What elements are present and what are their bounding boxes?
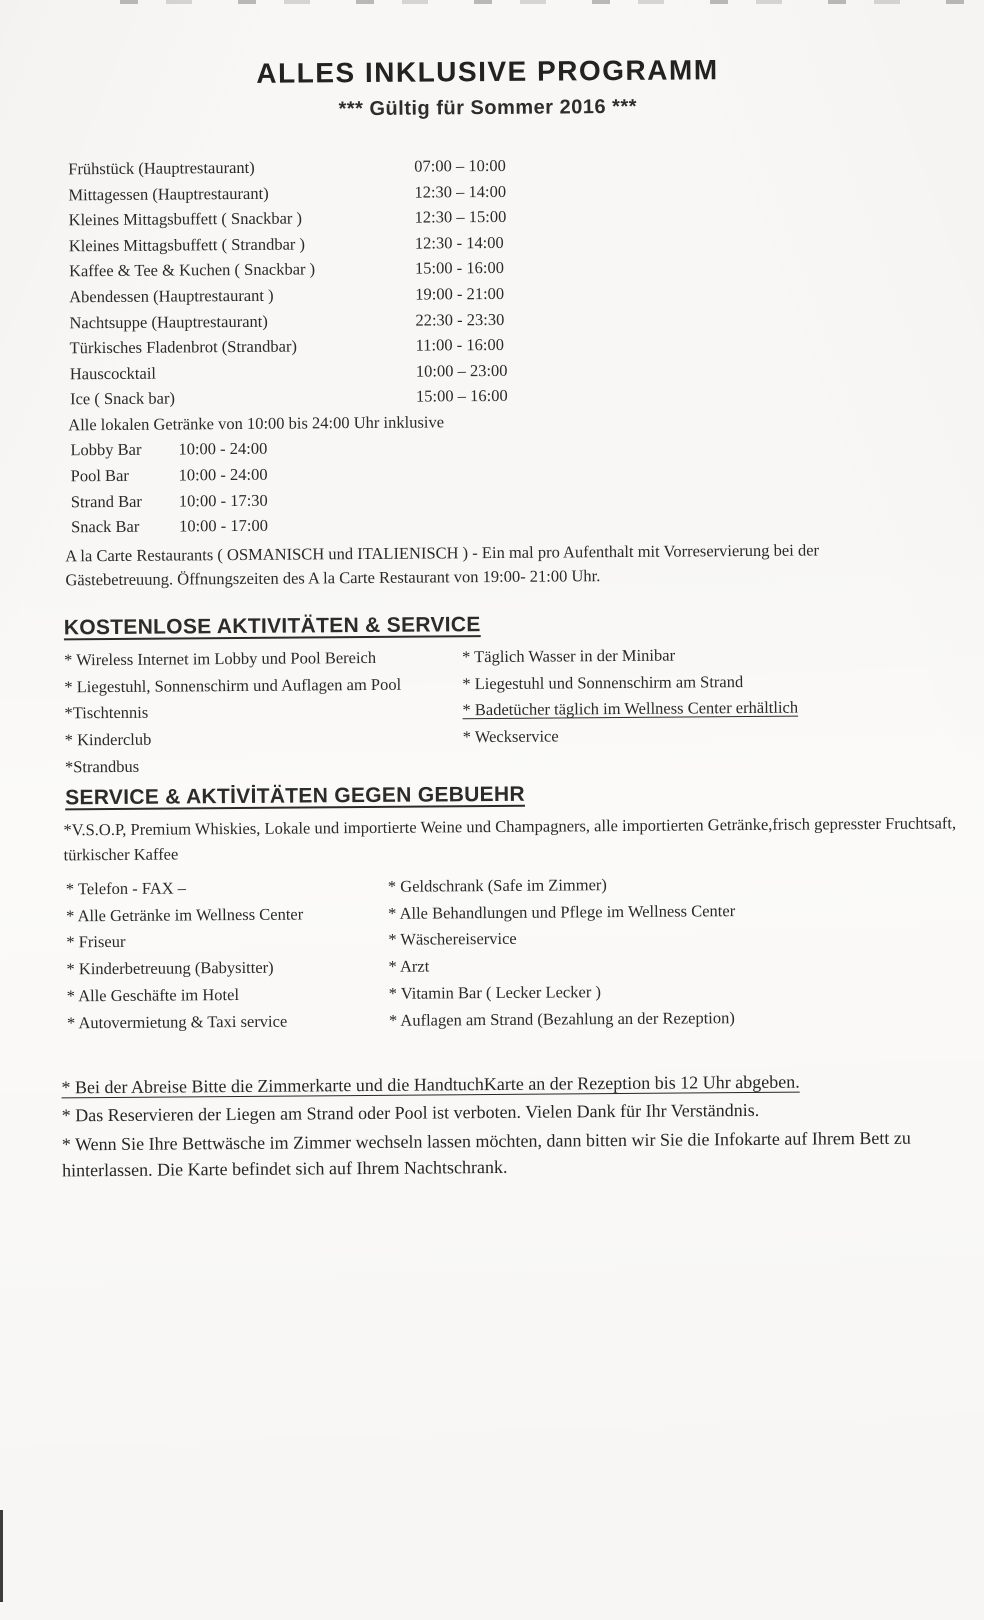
- schedule-time: 19:00 - 21:00: [415, 283, 505, 304]
- list-item: * Weckservice: [462, 726, 559, 747]
- bar-label: Pool Bar: [70, 465, 129, 486]
- list-item: * Vitamin Bar ( Lecker Lecker ): [388, 982, 601, 1003]
- schedule-label: Türkisches Fladenbrot (Strandbar): [69, 336, 297, 358]
- list-item: * Telefon - FAX –: [65, 878, 187, 899]
- list-item: *Strandbus: [64, 756, 140, 777]
- schedule-time: 11:00 - 16:00: [415, 335, 505, 355]
- list-item: *Tischtennis: [64, 703, 149, 723]
- list-item: * Friseur: [66, 932, 126, 952]
- list-item: * Alle Getränke im Wellness Center: [66, 904, 304, 925]
- free-section-heading: KOSTENLOSE AKTIVITÄTEN & SERVICE: [63, 612, 481, 640]
- schedule-label: Frühstück (Hauptrestaurant): [68, 157, 255, 179]
- list-item: * Autovermietung & Taxi service: [66, 1011, 288, 1033]
- footer-notes: [61, 1067, 944, 1184]
- schedule-time: 10:00 – 23:00: [415, 360, 508, 381]
- schedule-label: Kleines Mittagsbuffett ( Strandbar ): [68, 234, 306, 256]
- list-item: * Kinderbetreuung (Babysitter): [66, 957, 274, 979]
- list-item: * Täglich Wasser in der Minibar: [461, 645, 676, 667]
- list-item: * Alle Geschäfte im Hotel: [66, 984, 240, 1006]
- list-item: * Kinderclub: [64, 729, 152, 750]
- page-subtitle: *** Gültig für Sommer 2016 ***: [338, 95, 638, 121]
- schedule-label: Ice ( Snack bar): [69, 388, 176, 409]
- list-item-underlined: * Badetücher täglich im Wellness Center erhältlich: [462, 698, 799, 720]
- meal-schedule-table: [68, 152, 982, 415]
- paid-right-column: [388, 872, 949, 1037]
- footer-note: * Das Reservieren der Liegen am Strand oder Pool ist verboten. Vielen Dank für Ihr Verständnis.: [61, 1099, 760, 1126]
- free-section-list: [64, 643, 984, 784]
- list-item: * Wireless Internet im Lobby und Pool Bereich: [64, 647, 377, 670]
- list-item: * Alle Behandlungen und Pflege im Wellness Center: [388, 900, 736, 923]
- schedule-label: Hauscocktail: [69, 363, 157, 384]
- schedule-time: 15:00 - 16:00: [414, 258, 505, 278]
- bar-label: Strand Bar: [70, 491, 142, 511]
- list-item: * Liegestuhl und Sonnenschirm am Strand: [462, 671, 744, 693]
- schedule-label: Abendessen (Hauptrestaurant ): [69, 285, 274, 307]
- bar-label: Lobby Bar: [70, 440, 142, 460]
- list-item: * Wäschereiservice: [388, 929, 517, 950]
- scan-left-artifact: [0, 1510, 3, 1602]
- paid-section-heading: SERVICE & AKTİVİTÄTEN GEGEN GEBUEHR: [65, 782, 525, 810]
- schedule-time: 07:00 – 10:00: [414, 155, 506, 176]
- bar-label: Snack Bar: [70, 516, 140, 537]
- list-item: * Liegestuhl, Sonnenschirm und Auflagen am Pool: [64, 674, 402, 696]
- schedule-time: 22:30 - 23:30: [415, 309, 505, 330]
- schedule-label: Mittagessen (Hauptrestaurant): [68, 183, 269, 204]
- footer-note-underlined: * Bei der Abreise Bitte die Zimmerkarte und die HandtuchKarte an der Rezeption bis 12 Uhr abgeben.: [61, 1071, 800, 1097]
- alacarte-note: A la Carte Restaurants ( OSMANISCH und ITALIENISCH ) - Ein mal pro Aufenthalt mit Vorreservierung bei der Gästebetreuung. Öffnungszeiten des A la Carte Restaurant von 19:00- 21:00 Uhr.: [65, 540, 820, 590]
- footer-note: * Wenn Sie Ihre Bettwäsche im Zimmer wechseln lassen möchten, dann bitten wir Sie die Infokarte auf Ihrem Bett zu hinterlassen. Die Karte befindet sich auf Ihrem Nachtschrank.: [61, 1127, 911, 1181]
- page-title: ALLES INKLUSIVE PROGRAMM: [256, 54, 719, 89]
- schedule-label: Nachtsuppe (Hauptrestaurant): [69, 311, 268, 332]
- bar-time: 10:00 - 17:30: [178, 490, 268, 511]
- schedule-label: Kleines Mittagsbuffett ( Snackbar ): [68, 208, 303, 230]
- list-item: * Auflagen am Strand (Bezahlung an der Rezeption): [388, 1007, 735, 1030]
- local-drinks-note: Alle lokalen Getränke von 10:00 bis 24:00 Uhr inklusive: [68, 412, 445, 435]
- bar-hours-table: [70, 434, 983, 544]
- bar-time: 10:00 - 24:00: [178, 439, 268, 459]
- bar-time: 10:00 - 17:00: [178, 515, 269, 536]
- schedule-time: 12:30 - 14:00: [414, 232, 504, 253]
- schedule-time: 12:30 – 14:00: [414, 181, 507, 202]
- list-item: * Geldschrank (Safe im Zimmer): [387, 874, 607, 896]
- free-left-column: [64, 647, 463, 784]
- schedule-time: 12:30 – 15:00: [414, 207, 507, 227]
- list-item: * Arzt: [388, 956, 430, 977]
- free-right-column: [462, 643, 943, 781]
- schedule-label: Kaffee & Tee & Kuchen ( Snackbar ): [68, 259, 316, 281]
- paid-section-intro: *V.S.O.P, Premium Whiskies, Lokale und importierte Weine und Champagners, alle importierten Getränke,frisch gepresster Fruchtsaft, türkischer Kaffee: [63, 813, 957, 865]
- bar-time: 10:00 - 24:00: [178, 464, 268, 485]
- paid-left-column: [66, 877, 389, 1040]
- paid-section-list: [66, 872, 984, 1040]
- schedule-time: 15:00 – 16:00: [415, 386, 508, 406]
